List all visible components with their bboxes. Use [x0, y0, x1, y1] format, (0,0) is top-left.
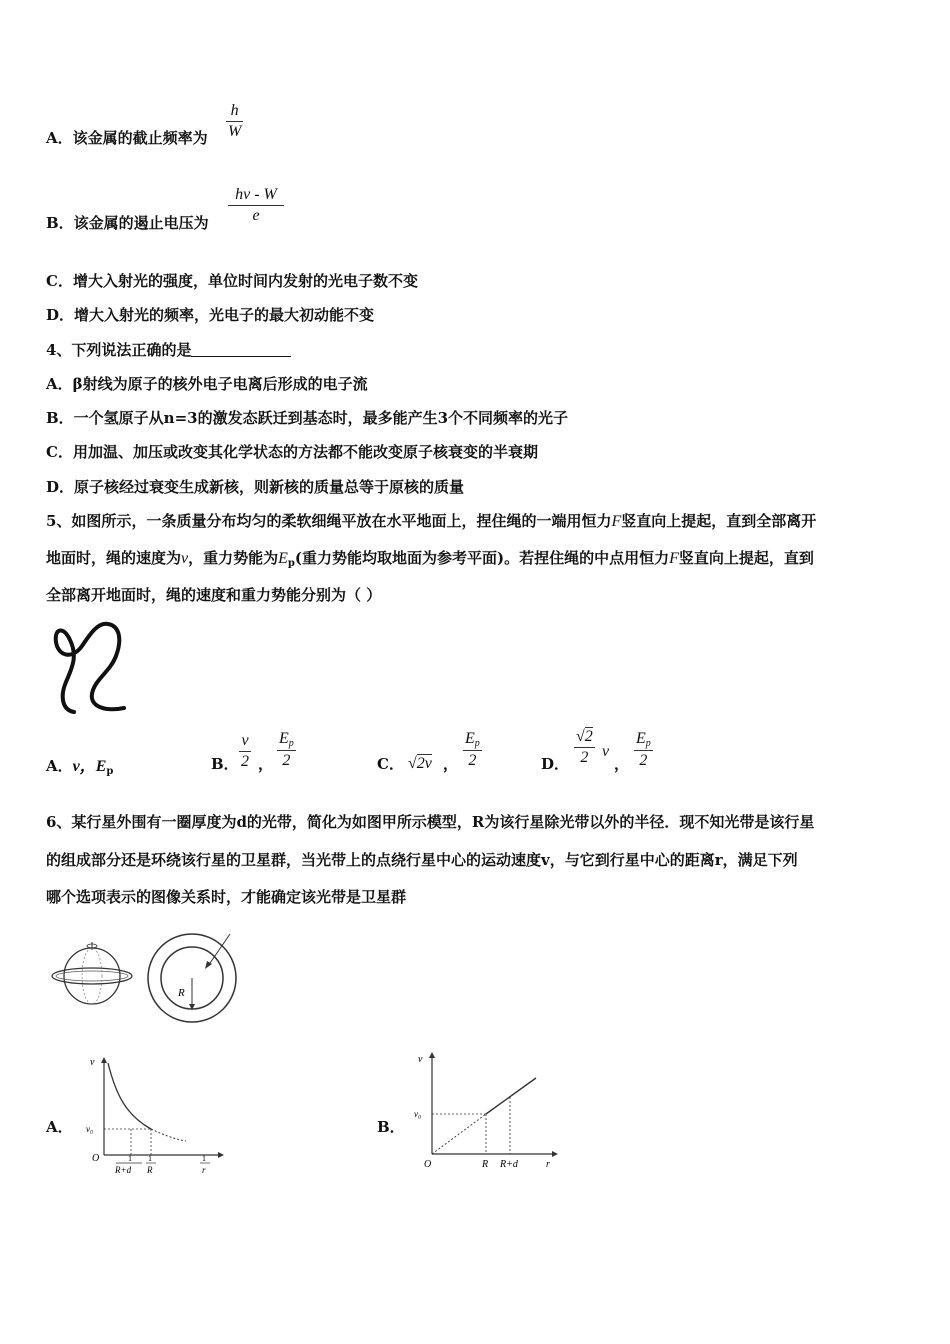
graph-b-y-axis-label: v	[418, 1054, 423, 1065]
q5-option-b-frac-1: v 2	[241, 732, 249, 770]
q4-option-c: C．用加温、加压或改变其化学状态的方法都不能改变原子核衰变的半衰期	[46, 443, 538, 461]
graph-a-tick2-num: 1	[148, 1154, 152, 1163]
q4-option-a: A．β射线为原子的核外电子电离后形成的电子流	[46, 375, 368, 393]
q5-option-c-frac: $E_p$ 2	[465, 730, 480, 769]
graph-b-tick2-label: R+d	[500, 1159, 518, 1170]
comma: ，	[614, 755, 630, 773]
q5-line-1: 5、如图所示，一条质量分布均匀的柔软细绳平放在水平地面上，捏住绳的一端用恒力F竖直向上提起，直到全部离开	[46, 512, 817, 530]
graph-a-tick2-label: R	[147, 1165, 153, 1175]
q3-option-c: C．增大入射光的强度，单位时间内发射的光电子数不变	[46, 272, 418, 290]
q6-line-1: 6、某行星外围有一圈厚度为d的光带，简化为如图甲所示模型，R为该行星除光带以外的半径．现不知光带是该行星	[46, 813, 815, 831]
q3-option-b: B．该金属的遏止电压为	[46, 214, 209, 232]
q6-option-a-label: A．	[46, 1118, 73, 1136]
graph-a-y-axis-label: v	[90, 1057, 95, 1068]
planet-with-ring-figure	[50, 936, 140, 1016]
q3-option-d: D．增大入射光的频率，光电子的最大初动能不变	[46, 306, 375, 324]
q3-option-b-fraction: hν - W e	[228, 186, 284, 225]
q5-option-a: A．v，$E_p$	[46, 757, 114, 777]
q4-option-d: D．原子核经过衰变生成新核，则新核的质量总等于原核的质量	[46, 478, 465, 496]
q5-option-b-label: B．	[211, 755, 239, 773]
graph-a-tick1-num: 1	[128, 1154, 132, 1163]
graph-a-x-num: 1	[202, 1154, 206, 1163]
q5-line-3: 全部离开地面时，绳的速度和重力势能分别为（ ）	[46, 586, 382, 604]
q4-stem: 4、下列说法正确的是	[46, 339, 291, 360]
ring-radius-label: R	[178, 987, 185, 999]
graph-b-x-axis-label: r	[546, 1159, 550, 1170]
q6-line-2: 的组成部分还是环绕该行星的卫星群，当光带上的点绕行星中心的运动速度v，与它到行星中心的距离r，满足下列	[46, 851, 798, 869]
q5-option-c-sqrt: √2v	[408, 755, 432, 772]
q5-option-d-label: D．	[541, 755, 570, 773]
rope-figure	[52, 616, 132, 716]
graph-b-v0-label: v₀	[414, 1109, 422, 1119]
q5-option-d-frac-2: $E_p$ 2	[636, 730, 651, 769]
q5-option-c-label: C．	[377, 755, 404, 773]
graph-a-x-axis-label: r	[202, 1165, 206, 1175]
graph-b-tick1-label: R	[482, 1159, 489, 1170]
graph-a-tick1-label: R+d	[115, 1165, 132, 1175]
q5-line-2: 地面时，绳的速度为v，重力势能为$E_p$(重力势能均取地面为参考平面)。若捏住绳的中点用恒力F竖直向上提起，直到	[46, 549, 814, 569]
graph-a	[86, 1055, 226, 1180]
q3-option-a: A．该金属的截止频率为	[46, 129, 208, 147]
q4-option-b: B．一个氢原子从n=3的激发态跃迁到基态时，最多能产生3个不同频率的光子	[46, 409, 569, 427]
q5-option-d-v: v	[602, 743, 610, 760]
graph-b-origin-label: O	[424, 1159, 432, 1170]
graph-a-v0-label: v₀	[86, 1124, 94, 1134]
q5-option-b-frac-2: $E_p$ 2	[279, 730, 294, 769]
answer-blank	[191, 342, 291, 357]
comma: ，	[443, 755, 459, 773]
q6-line-3: 哪个选项表示的图像关系时，才能确定该光带是卫星群	[46, 888, 407, 906]
q5-option-d-frac-1: √2 2	[576, 728, 593, 766]
ring-cross-section-figure	[145, 930, 245, 1025]
graph-a-origin-label: O	[92, 1153, 100, 1164]
comma: ，	[258, 755, 274, 773]
q6-option-b-label: B．	[377, 1118, 405, 1136]
graph-b	[410, 1050, 560, 1175]
q3-option-a-fraction: h W	[228, 102, 242, 140]
